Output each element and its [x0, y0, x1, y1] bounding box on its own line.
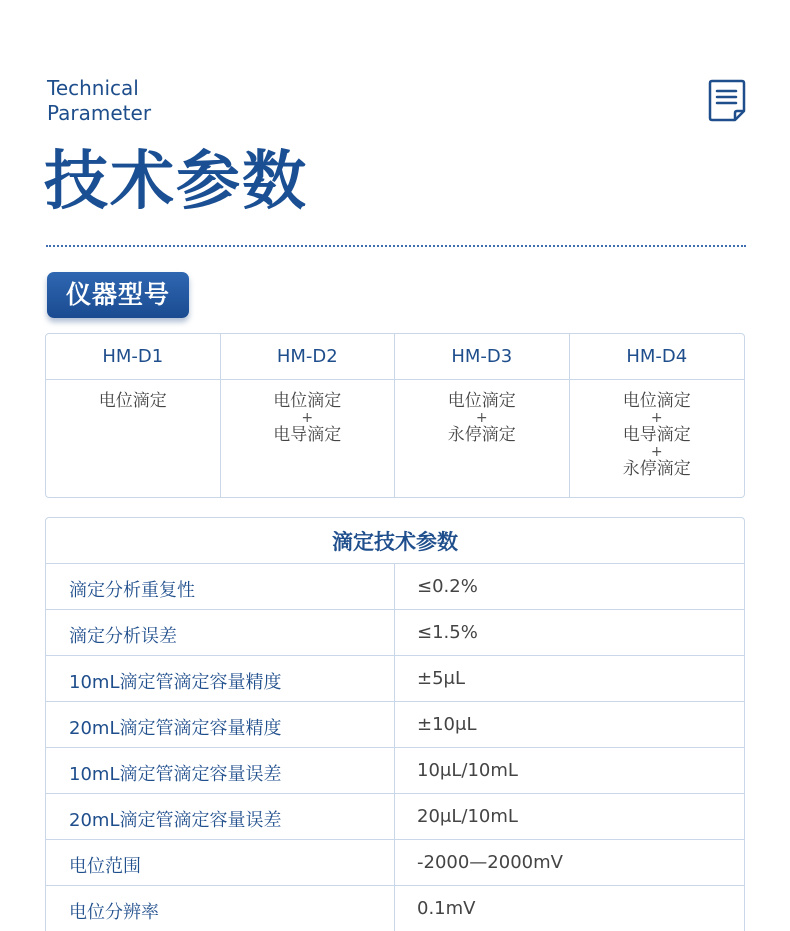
param-value: 0.1mV: [395, 886, 744, 931]
feature-text: 电位滴定: [447, 391, 516, 411]
table-row: [46, 564, 744, 610]
divider: [46, 245, 746, 247]
param-table: [45, 517, 745, 931]
param-value: ≤0.2%: [395, 564, 744, 610]
param-value: -2000—2000mV: [395, 840, 744, 886]
table-row: [46, 610, 744, 656]
table-row: [46, 886, 744, 931]
param-name: 电位分辨率: [46, 886, 395, 931]
table-row: [46, 840, 744, 886]
plus-sign: +: [301, 410, 314, 426]
feature-text: 永停滴定: [447, 425, 516, 445]
model-features: [46, 380, 221, 497]
feature-text: 电导滴定: [622, 425, 691, 445]
model-badge: 仪器型号: [47, 272, 189, 318]
model-features-row: [46, 380, 744, 497]
page-title: 技术参数: [44, 144, 308, 219]
plus-sign: +: [650, 444, 663, 460]
param-value: ±10μL: [395, 702, 744, 748]
plus-sign: +: [475, 410, 488, 426]
model-table: [45, 333, 745, 498]
param-name: 10mL滴定管滴定容量误差: [46, 748, 395, 794]
param-title-row: [46, 518, 744, 564]
param-name: 20mL滴定管滴定容量误差: [46, 794, 395, 840]
model-features: [395, 380, 570, 497]
model-name: HM-D4: [570, 334, 745, 380]
table-row: [46, 702, 744, 748]
document-icon: [707, 79, 747, 123]
feature-text: 电位滴定: [98, 391, 167, 411]
param-name: 20mL滴定管滴定容量精度: [46, 702, 395, 748]
english-title-line1: Technical: [47, 76, 139, 100]
param-name: 10mL滴定管滴定容量精度: [46, 656, 395, 702]
param-table-title: 滴定技术参数: [46, 518, 744, 564]
table-row: [46, 656, 744, 702]
param-value: ±5μL: [395, 656, 744, 702]
model-name: HM-D1: [46, 334, 221, 380]
plus-sign: +: [650, 410, 663, 426]
feature-text: 电导滴定: [273, 425, 342, 445]
param-name: 滴定分析重复性: [46, 564, 395, 610]
table-row: [46, 794, 744, 840]
model-name: HM-D2: [221, 334, 396, 380]
table-row: [46, 748, 744, 794]
model-name: HM-D3: [395, 334, 570, 380]
param-value: 10μL/10mL: [395, 748, 744, 794]
param-value: ≤1.5%: [395, 610, 744, 656]
param-name: 滴定分析误差: [46, 610, 395, 656]
model-features: [570, 380, 745, 497]
feature-text: 电位滴定: [622, 391, 691, 411]
param-name: 电位范围: [46, 840, 395, 886]
feature-text: 电位滴定: [273, 391, 342, 411]
param-value: 20μL/10mL: [395, 794, 744, 840]
model-header-row: [46, 334, 744, 380]
english-title: [47, 76, 151, 126]
feature-text: 永停滴定: [622, 459, 691, 479]
model-features: [221, 380, 396, 497]
english-title-line2: Parameter: [47, 101, 152, 125]
